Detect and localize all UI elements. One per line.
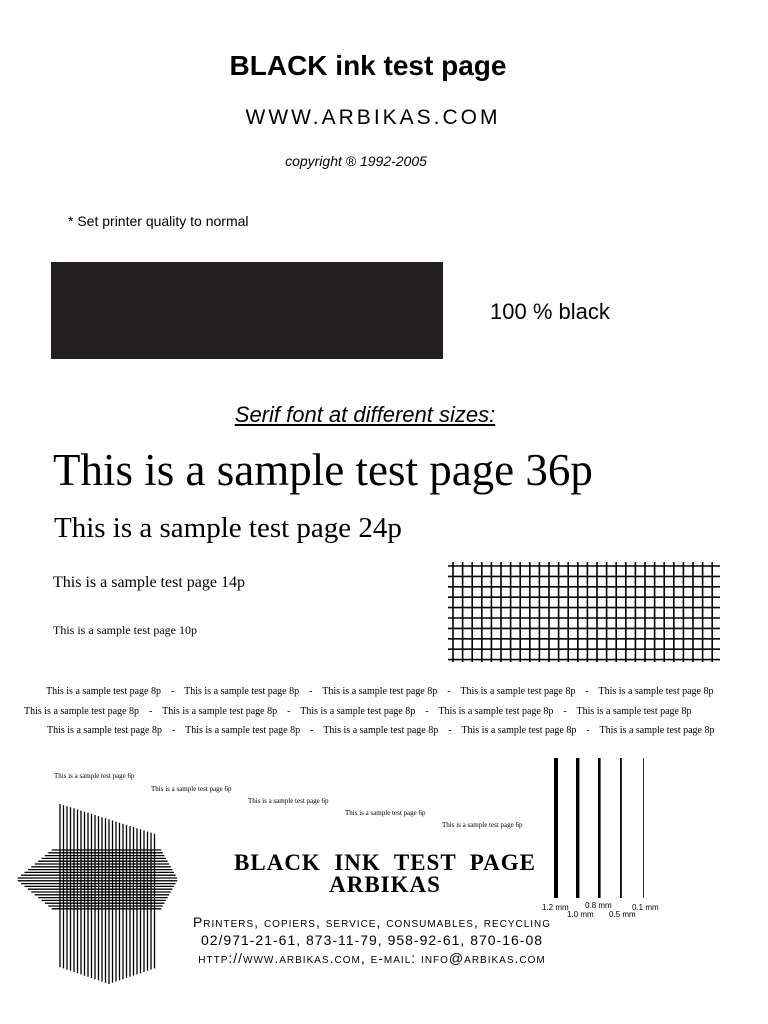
footer-web: http://www.arbikas.com, e-mail: info@arbikas.com (198, 950, 546, 966)
footer-services: Printers, copiers, service, consumables, recycling (192, 914, 552, 930)
line-0-8mm (598, 758, 601, 898)
line-1-2mm (554, 758, 558, 898)
sample-row-6p: This is a sample test page 6p (151, 785, 232, 793)
sample-row-8p: This is a sample test page 8p - This is a sample test page 8p - This is a sample test page 8p - This is a sample test page 8p - This is a sample test page 8p (24, 706, 692, 717)
sample-row-6p: This is a sample test page 6p (442, 821, 523, 829)
width-label: 1.0 mm (567, 910, 594, 919)
sample-text-14p: This is a sample test page 14p (53, 574, 245, 591)
black-block-label: 100 % black (490, 299, 610, 324)
sample-text-10p: This is a sample test page 10p (53, 623, 197, 637)
sample-row-6p: This is a sample test page 6p (248, 797, 329, 805)
black-ink-block (51, 262, 443, 359)
footer-title-line2: ARBIKAS (329, 872, 441, 897)
line-grid-pattern (446, 560, 722, 664)
width-label: 0.5 mm (609, 910, 636, 919)
serif-section-heading: Serif font at different sizes: (234, 402, 496, 427)
width-label: 0.8 mm (585, 901, 612, 910)
line-1-0mm (576, 758, 579, 898)
line-0-5mm (620, 758, 622, 898)
website-url: WWW.ARBIKAS.COM (245, 106, 501, 129)
line-0-1mm (643, 758, 644, 898)
sample-text-36p: This is a sample test page 36p (53, 445, 593, 495)
quality-note: * Set printer quality to normal (68, 213, 249, 229)
page-title: BLACK ink test page (229, 50, 507, 81)
line-width-test (540, 750, 670, 910)
footer-title-line1: BLACK INK TEST PAGE (234, 850, 536, 875)
copyright-notice: copyright ® 1992-2005 (285, 153, 427, 169)
converging-lines-pattern (10, 800, 210, 990)
sample-row-8p: This is a sample test page 8p - This is a sample test page 8p - This is a sample test page 8p - This is a sample test page 8p - This is a sample test page 8p (46, 686, 714, 697)
sample-row-8p: This is a sample test page 8p - This is a sample test page 8p - This is a sample test page 8p - This is a sample test page 8p - This is a sample test page 8p (47, 725, 715, 736)
width-label: 1.2 mm (542, 903, 569, 912)
sample-text-24p: This is a sample test page 24p (54, 512, 402, 544)
footer-phones: 02/971-21-61, 873-11-79, 958-92-61, 870-16-08 (200, 932, 544, 948)
sample-row-6p: This is a sample test page 6p (345, 809, 426, 817)
width-label: 0.1 mm (632, 903, 659, 912)
sample-row-6p: This is a sample test page 6p (54, 772, 135, 780)
footer-title (220, 852, 550, 896)
